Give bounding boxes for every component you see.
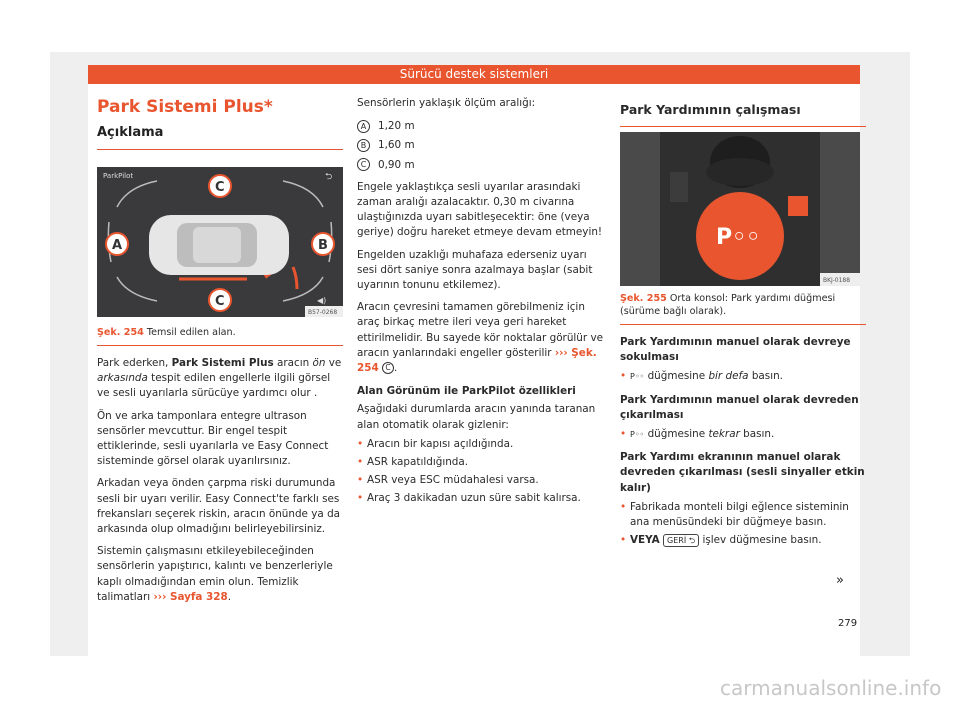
- paragraph: Ön ve arka tamponlara entegre ultrason sensörler mevcuttur. Bir engel tespit ettiklerinde, sesli uyarılarla ve Easy Connect sisteminde görsel olarak uyarılırsınız.: [97, 409, 329, 468]
- column-left-body: [97, 326, 343, 605]
- section-title: Park Yardımının çalışması: [620, 102, 801, 117]
- screen-label: ParkPilot: [103, 172, 134, 180]
- column-middle: [357, 96, 603, 507]
- subsection-title: Park Yardımının manuel olarak devreye sokulması: [620, 336, 851, 364]
- back-icon: ⮌: [325, 172, 333, 182]
- column-left: [97, 96, 343, 150]
- continued-marker: »: [836, 573, 844, 588]
- paragraph: Aşağıdaki durumlarda aracın yanında taranan alan otomatik olarak gizlenir:: [357, 403, 596, 431]
- column-right-body: [620, 292, 866, 548]
- paragraph: Engelden uzaklığı muhafaza ederseniz uyarı sesi dört saniye sonra azalmaya başlar (sabit uyarının tonunu etkilemez).: [357, 248, 593, 292]
- paragraph: Aracın çevresini tamamen görebilmeniz için araç birkaç metre ileri veya geri hareket ettirilmelidir. Bu sayede kör noktalar görülür ve aracın yanlarındaki engeller gösterilir ››› Şek. 254 C .: [357, 301, 604, 375]
- range-item: C 0,90 m: [357, 158, 603, 173]
- figure-255-caption: [620, 292, 866, 318]
- paragraph: Sistemin çalışmasını etkileyebileceğinden sensörlerin yapıştırıcı, kalıntı ve benzerleriyle kaplı olmadığından emin olun. Temizlik talimatları ››› Sayfa 328.: [97, 545, 333, 603]
- figure-code: B57-0268: [308, 309, 338, 316]
- list-item: • ASR kapatıldığında.: [357, 455, 603, 470]
- paragraph: Engele yaklaştıkça sesli uyarılar arasındaki zaman aralığı azalacaktır. 0,30 m civarına ulaştığınızda uyarı sabitleşecektir: öne (veya geriye) doğru hareket etmeye devam etmeyin!: [357, 180, 603, 239]
- bullet-list: [620, 427, 866, 442]
- chapter-header: Sürücü destek sistemleri: [88, 65, 860, 84]
- figure-254-parkpilot-screen: [97, 167, 343, 317]
- subsection-title: Alan Görünüm ile ParkPilot özellikleri: [357, 385, 576, 398]
- caption-text: Temsil edilen alan.: [146, 327, 236, 338]
- page-link[interactable]: ››› Sayfa 328: [153, 590, 228, 603]
- console-photo: [620, 132, 860, 286]
- park-button-icon: P◦◦: [630, 430, 645, 440]
- figure-link[interactable]: ››› Şek. 254: [357, 346, 597, 375]
- figure-code: BKJ-0188: [823, 277, 851, 284]
- svg-text:C: C: [215, 180, 225, 195]
- bullet-list: [357, 437, 603, 507]
- list-item: • Araç 3 dakikadan uzun süre sabit kalırsa.: [357, 491, 603, 506]
- section-subtitle: Açıklama: [97, 125, 164, 140]
- bullet-list: [620, 369, 866, 384]
- caption-label: Şek. 255: [620, 293, 667, 304]
- svg-text:A: A: [112, 238, 123, 253]
- paragraph: Park ederken, Park Sistemi Plus aracın ön ve arkasında tespit edilen engellerle ilgili görsel ve sesli uyarılarla sürücüye yardımcı olur .: [97, 357, 342, 400]
- caption-label: Şek. 254: [97, 327, 144, 338]
- subsection-title: Park Yardımı ekranının manuel olarak devreden çıkarılması (sesli sinyaller etkin kalır): [620, 451, 865, 494]
- park-button-icon: P◦◦: [630, 372, 645, 382]
- column-right: [620, 102, 866, 127]
- list-item: • P◦◦ düğmesine bir defa basın.: [620, 369, 866, 384]
- parkpilot-diagram: [97, 167, 343, 317]
- watermark: carmanualsonline.info: [720, 676, 942, 700]
- svg-text:B: B: [318, 238, 328, 253]
- bullet-list: [620, 500, 866, 549]
- title-rule: [97, 149, 343, 150]
- ranges-intro: Sensörlerin yaklaşık ölçüm aralığı:: [357, 97, 536, 109]
- list-item: • Fabrikada monteli bilgi eğlence sisteminin ana menüsündeki bir düğmeye basın.: [620, 500, 866, 530]
- caption-text: Orta konsol: Park yardımı düğmesi (sürüme bağlı olarak).: [620, 293, 836, 317]
- list-item: • P◦◦ düğmesine tekrar basın.: [620, 427, 866, 442]
- svg-text:C: C: [215, 294, 225, 309]
- list-item: • VEYA GERİ ⮌ işlev düğmesine basın.: [620, 533, 866, 548]
- speaker-icon: ◀): [317, 296, 327, 305]
- range-item: A 1,20 m: [357, 119, 603, 134]
- page-number: 279: [838, 618, 858, 629]
- paragraph: Arkadan veya önden çarpma riski durumunda sesli bir uyarı verilir. Easy Connect'te farklı ses frekansları seçerek riskin, aracın önünde ya da arkasında olup olmadığını belirleyebilirsiniz.: [97, 477, 341, 536]
- figure-254-caption: [97, 326, 343, 339]
- back-key-icon: GERİ ⮌: [663, 534, 699, 547]
- figure-255-center-console: [620, 132, 860, 286]
- list-item: • ASR veya ESC müdahalesi varsa.: [357, 473, 603, 488]
- section-title: Park Sistemi Plus*: [97, 97, 273, 117]
- list-item: • Aracın bir kapısı açıldığında.: [357, 437, 603, 452]
- subsection-title: Park Yardımının manuel olarak devreden çıkarılması: [620, 393, 859, 421]
- range-list: [357, 119, 603, 173]
- park-assist-icon: P◦◦: [716, 225, 761, 250]
- range-item: B 1,60 m: [357, 138, 603, 153]
